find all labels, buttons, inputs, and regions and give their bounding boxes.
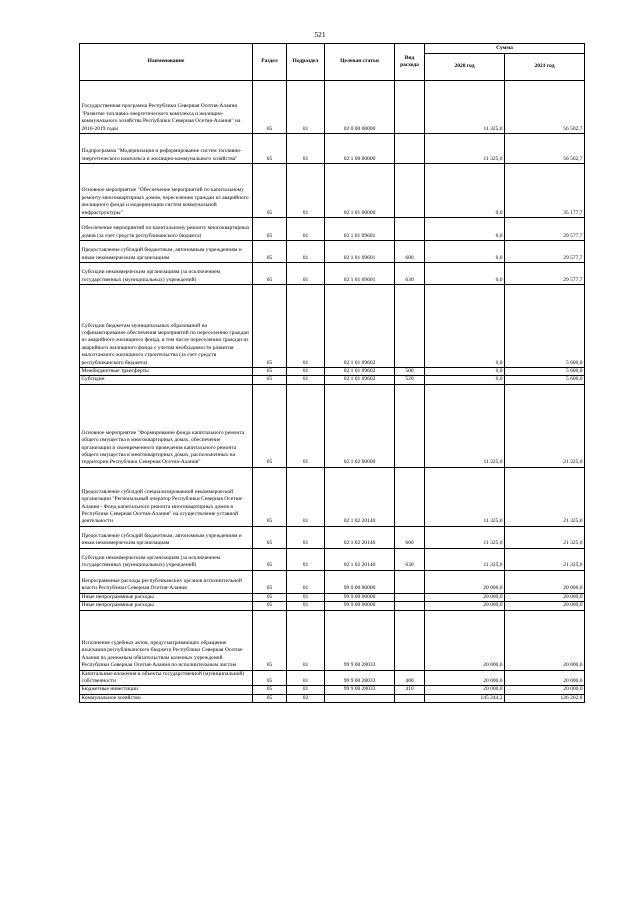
row-subsection: 01	[287, 218, 325, 241]
row-section: 05	[253, 134, 287, 164]
table-row	[80, 694, 585, 702]
table-row	[80, 602, 585, 610]
table-row	[80, 686, 585, 694]
row-expense-type: 500	[395, 368, 425, 376]
row-section: 05	[253, 285, 287, 368]
row-subsection: 01	[287, 285, 325, 368]
table-row	[80, 368, 585, 376]
row-name: Предоставление субсидий бюджетным, автономным учреждениям и иным некоммерческим организациям	[80, 526, 253, 548]
row-sum-2021: 20 000,0	[505, 670, 585, 686]
row-subsection: 01	[287, 610, 325, 670]
row-sum-2020: 0,0	[425, 285, 505, 368]
row-section: 05	[253, 593, 287, 601]
row-section: 05	[253, 526, 287, 548]
row-subsection: 01	[287, 81, 325, 134]
row-sum-2021: 21 325,0	[505, 467, 585, 526]
row-target: 02 1 01 09601	[325, 218, 395, 241]
table-row	[80, 241, 585, 263]
row-expense-type	[395, 384, 425, 467]
row-sum-2020: 20 000,0	[425, 570, 505, 593]
row-subsection: 01	[287, 526, 325, 548]
row-name: Межбюджетные трансферты	[80, 368, 253, 376]
header-subsection: Подраздел	[287, 44, 325, 81]
row-target: 02 1 02 00000	[325, 384, 395, 467]
row-target: 02 1 01 09602	[325, 376, 395, 384]
table-row	[80, 376, 585, 384]
row-section: 05	[253, 467, 287, 526]
row-sum-2020: 11 325,0	[425, 81, 505, 134]
row-sum-2021: 5 600,0	[505, 376, 585, 384]
row-sum-2020: 0,0	[425, 368, 505, 376]
row-section: 05	[253, 263, 287, 285]
row-sum-2020: 11 325,0	[425, 384, 505, 467]
page-number: 521	[314, 30, 326, 39]
row-sum-2020: 11 325,0	[425, 548, 505, 570]
row-expense-type	[395, 134, 425, 164]
header-year-2021: 2021 год	[505, 54, 585, 81]
row-section: 05	[253, 241, 287, 263]
table-row	[80, 218, 585, 241]
row-subsection: 01	[287, 548, 325, 570]
row-target: 99 0 00 00000	[325, 570, 395, 593]
row-sum-2021: 35 177,7	[505, 164, 585, 218]
row-sum-2021: 5 600,0	[505, 285, 585, 368]
row-name: Обеспечение мероприятий по капитальному ремонту многоквартирных домов (за счет средств республиканского бюджета)	[80, 218, 253, 241]
row-target: 02 1 01 09602	[325, 285, 395, 368]
row-target: 02 1 01 09601	[325, 241, 395, 263]
row-subsection: 01	[287, 593, 325, 601]
table-row	[80, 134, 585, 164]
header-year-2020: 2020 год	[425, 54, 505, 81]
row-expense-type	[395, 694, 425, 702]
row-expense-type	[395, 593, 425, 601]
header-sum: Сумма	[425, 44, 585, 54]
row-subsection: 01	[287, 368, 325, 376]
row-name: Непрограммные расходы республиканских органов исполнительной власти Республики Северная Осетия-Алания	[80, 570, 253, 593]
row-expense-type	[395, 164, 425, 218]
row-name: Субсидии бюджетам муниципальных образований на софинансирование обеспечения мероприятий по переселению граждан из аварийного жилищного фонда, в том числе переселению граждан из аварийного жилищного фонда с учетом необходимости развития малоэтажного жилищного строительства (за счет средств республиканского бюджета)	[80, 285, 253, 368]
row-sum-2020: 11 325,0	[425, 526, 505, 548]
table-row	[80, 164, 585, 218]
row-subsection: 01	[287, 164, 325, 218]
row-expense-type	[395, 602, 425, 610]
row-section: 05	[253, 218, 287, 241]
row-expense-type	[395, 285, 425, 368]
row-section: 05	[253, 548, 287, 570]
row-sum-2021: 21 325,0	[505, 526, 585, 548]
row-sum-2020: 20 000,0	[425, 610, 505, 670]
row-section: 05	[253, 570, 287, 593]
row-sum-2021: 56 502,7	[505, 134, 585, 164]
row-expense-type	[395, 81, 425, 134]
header-name: Наименование	[80, 44, 253, 81]
row-sum-2021: 21 325,0	[505, 384, 585, 467]
row-expense-type: 600	[395, 241, 425, 263]
row-expense-type	[395, 610, 425, 670]
row-sum-2021: 29 577,7	[505, 241, 585, 263]
row-target: 02 0 00 00000	[325, 81, 395, 134]
row-name: Иные непрограммные расходы	[80, 602, 253, 610]
row-section: 05	[253, 686, 287, 694]
table-row	[80, 548, 585, 570]
row-expense-type: 400	[395, 670, 425, 686]
table-row	[80, 285, 585, 368]
row-target: 02 1 02 20140	[325, 467, 395, 526]
row-target: 02 1 01 09602	[325, 368, 395, 376]
row-sum-2020: 20 000,0	[425, 602, 505, 610]
row-subsection: 02	[287, 694, 325, 702]
row-name: Субсидии некоммерческим организациям (за исключением государственных (муниципальных) учреждений)	[80, 548, 253, 570]
row-sum-2021: 29 577,7	[505, 263, 585, 285]
table-row	[80, 81, 585, 134]
row-name: Предоставление субсидий бюджетным, автономным учреждениям и иным некоммерческим организациям	[80, 241, 253, 263]
row-name: Подпрограмма "Модернизация и реформирование систем топливно-энергетического комплекса и жилищно-коммунального хозяйства"	[80, 134, 253, 164]
row-section: 05	[253, 384, 287, 467]
row-sum-2021: 126 202,8	[505, 694, 585, 702]
row-sum-2020: 0,0	[425, 164, 505, 218]
row-sum-2020: 11 325,0	[425, 467, 505, 526]
row-subsection: 01	[287, 602, 325, 610]
row-section: 05	[253, 81, 287, 134]
table-row	[80, 593, 585, 601]
row-name: Бюджетные инвестиции	[80, 686, 253, 694]
row-sum-2021: 20 000,0	[505, 610, 585, 670]
row-section: 05	[253, 376, 287, 384]
budget-table	[79, 43, 585, 703]
row-subsection: 01	[287, 467, 325, 526]
row-target: 02 1 02 20140	[325, 526, 395, 548]
row-expense-type: 630	[395, 263, 425, 285]
row-name: Субсидии	[80, 376, 253, 384]
header-section: Раздел	[253, 44, 287, 81]
row-section: 05	[253, 164, 287, 218]
row-subsection: 01	[287, 134, 325, 164]
row-name: Государственная программа Республики Северная Осетия-Алания "Развитие топливно-энергетического комплекса и жилищно-коммунального хозяйства Республики Северная Осетия-Алания" на 2016-2019 годы	[80, 81, 253, 134]
table-row	[80, 384, 585, 467]
row-target: 02 1 00 00000	[325, 134, 395, 164]
row-expense-type: 600	[395, 526, 425, 548]
row-sum-2020: 20 000,0	[425, 593, 505, 601]
row-sum-2020: 0,0	[425, 263, 505, 285]
row-sum-2021: 20 000,0	[505, 593, 585, 601]
header-expense-type: Вид расхода	[395, 44, 425, 81]
row-expense-type: 410	[395, 686, 425, 694]
row-sum-2020: 145 244,2	[425, 694, 505, 702]
row-target: 02 1 01 09601	[325, 263, 395, 285]
row-sum-2021: 20 000,0	[505, 602, 585, 610]
row-target: 99 9 00 28033	[325, 610, 395, 670]
row-subsection: 01	[287, 384, 325, 467]
row-subsection: 01	[287, 376, 325, 384]
row-subsection: 01	[287, 263, 325, 285]
row-subsection: 01	[287, 670, 325, 686]
row-sum-2020: 0,0	[425, 376, 505, 384]
row-section: 05	[253, 694, 287, 702]
row-sum-2021: 20 000,0	[505, 686, 585, 694]
row-target: 99 9 00 00000	[325, 593, 395, 601]
row-name: Капитальные вложения в объекты государственной (муниципальной) собственности	[80, 670, 253, 686]
row-sum-2021: 56 502,7	[505, 81, 585, 134]
row-sum-2021: 20 000,0	[505, 570, 585, 593]
row-sum-2020: 11 325,0	[425, 134, 505, 164]
row-section: 05	[253, 368, 287, 376]
row-target: 99 9 00 28033	[325, 670, 395, 686]
row-sum-2021: 21 325,0	[505, 548, 585, 570]
row-sum-2021: 5 600,0	[505, 368, 585, 376]
table-row	[80, 670, 585, 686]
row-name: Основное мероприятие "Формирование фонда капитального ремонта общего имущества в многоквартирных домах, обеспечение организации и своевременного проведения капитального ремонта общего имущества в многоквартирных домах, расположенных на территории Республики Северная Осетия-Алания"	[80, 384, 253, 467]
row-sum-2021: 29 577,7	[505, 218, 585, 241]
table-row	[80, 263, 585, 285]
row-sum-2020: 0,0	[425, 218, 505, 241]
row-expense-type	[395, 218, 425, 241]
row-name: Исполнение судебных актов, предусматривающих обращение взыскания республиканского бюджета Республики Северная Осетия-Алания по денежным обязательствам казенных учреждений Республики Северная Осетия-Алания по исполнительным листам	[80, 610, 253, 670]
row-name: Предоставление субсидий специализированной некоммерческой организации "Региональный оператор Республики Северная Осетия-Алания - Фонд капитального ремонта многоквартирных домов в Республике Северная Осетия-Алания" на осуществление уставной деятельности	[80, 467, 253, 526]
table-row	[80, 610, 585, 670]
row-target	[325, 694, 395, 702]
row-name: Иные непрограммные расходы	[80, 593, 253, 601]
row-expense-type	[395, 467, 425, 526]
row-name: Основное мероприятие "Обеспечение мероприятий по капитальному ремонту многоквартирных домов, переселению граждан из аварийного жилищного фонда и модернизации систем коммунальной инфраструктуры"	[80, 164, 253, 218]
table-row	[80, 526, 585, 548]
row-subsection: 01	[287, 570, 325, 593]
row-expense-type: 630	[395, 548, 425, 570]
table-row	[80, 467, 585, 526]
header-target: Целевая статья	[325, 44, 395, 81]
row-name: Коммунальное хозяйство	[80, 694, 253, 702]
row-subsection: 01	[287, 686, 325, 694]
row-target: 02 1 02 20140	[325, 548, 395, 570]
row-sum-2020: 20 000,0	[425, 670, 505, 686]
row-section: 05	[253, 602, 287, 610]
row-target: 02 1 01 00000	[325, 164, 395, 218]
row-expense-type	[395, 570, 425, 593]
row-section: 05	[253, 610, 287, 670]
row-subsection: 01	[287, 241, 325, 263]
row-expense-type: 520	[395, 376, 425, 384]
row-sum-2020: 20 000,0	[425, 686, 505, 694]
table-row	[80, 570, 585, 593]
row-sum-2020: 0,0	[425, 241, 505, 263]
row-section: 05	[253, 670, 287, 686]
row-target: 99 9 00 00000	[325, 602, 395, 610]
row-name: Субсидии некоммерческим организациям (за исключением государственных (муниципальных) учреждений)	[80, 263, 253, 285]
row-target: 99 9 00 28033	[325, 686, 395, 694]
